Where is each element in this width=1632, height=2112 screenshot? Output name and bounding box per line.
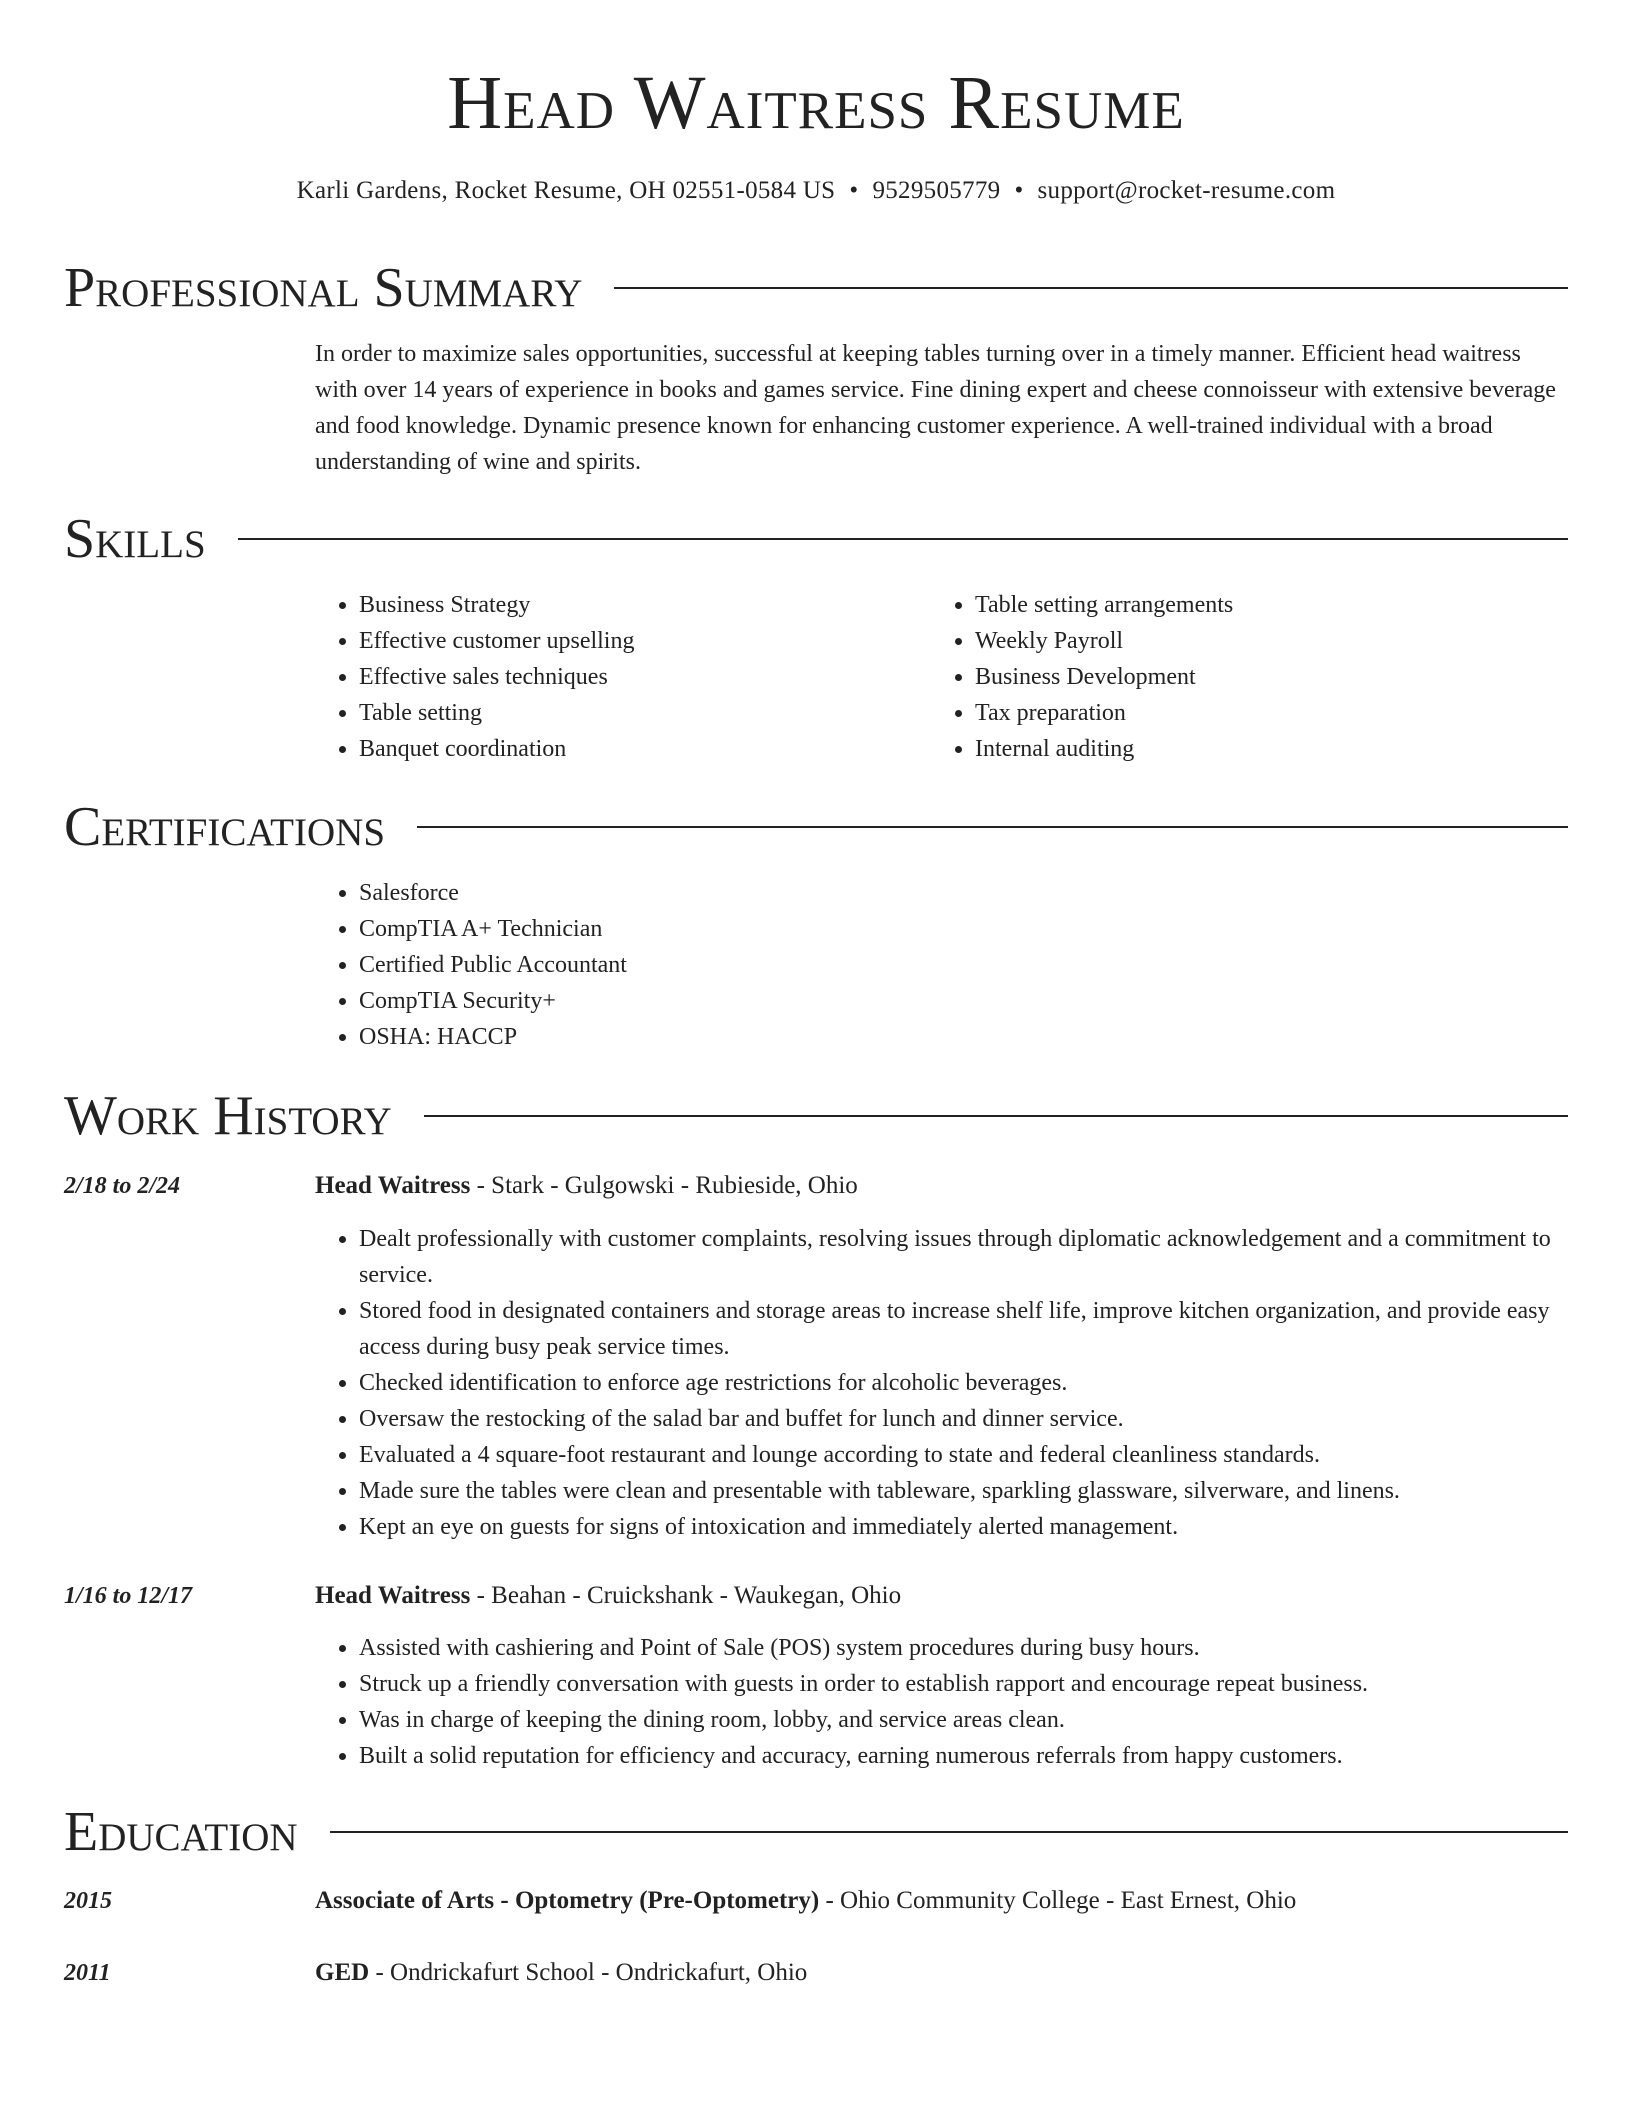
skill-item: • Tax preparation xyxy=(975,695,1547,731)
section-divider xyxy=(424,1115,1568,1117)
section-divider xyxy=(614,287,1568,289)
job-duty-item: • Oversaw the restocking of the salad bar and buffet for lunch and dinner service. xyxy=(359,1401,1568,1437)
certifications-list xyxy=(315,875,1568,1055)
education-degree: GED xyxy=(315,1959,370,1986)
certification-item: • Certified Public Accountant xyxy=(359,947,1568,983)
skill-item: • Table setting xyxy=(359,695,931,731)
education-entry xyxy=(315,1955,1568,1991)
skill-item: • Effective customer upselling xyxy=(359,623,931,659)
job-dates: 2/18 to 2/24 xyxy=(64,1173,181,1199)
job-duty-item: • Built a solid reputation for efficiency and accuracy, earning numerous referrals from happy customers. xyxy=(359,1738,1568,1774)
skill-item: • Business Strategy xyxy=(359,587,931,623)
section-title-work-history: Work History xyxy=(64,1085,392,1147)
section-title-skills: Skills xyxy=(64,508,206,570)
certification-item: • OSHA: HACCP xyxy=(359,1019,1568,1055)
section-header-education xyxy=(64,1800,1568,1864)
skill-item: • Banquet coordination xyxy=(359,731,931,767)
section-header-summary xyxy=(64,256,1568,320)
education-year: 2015 xyxy=(64,1888,112,1914)
skills-column-left xyxy=(315,587,931,767)
contact-line xyxy=(64,174,1568,208)
section-title-summary: Professional Summary xyxy=(64,257,583,319)
job-duty-item: • Assisted with cashiering and Point of Sale (POS) system procedures during busy hours. xyxy=(359,1630,1568,1666)
section-divider xyxy=(238,538,1568,540)
skill-item: • Internal auditing xyxy=(975,731,1547,767)
contact-separator: • xyxy=(849,177,859,204)
job-duty-item: • Was in charge of keeping the dining room, lobby, and service areas clean. xyxy=(359,1702,1568,1738)
contact-phone: 9529505779 xyxy=(872,177,1001,204)
contact-address: Karli Gardens, Rocket Resume, OH 02551-0584 US xyxy=(296,177,836,204)
job-title: Head Waitress xyxy=(315,1172,471,1199)
summary-text: In order to maximize sales opportunities, successful at keeping tables turning over in a timely manner. Efficient head waitress with over 14 years of experience in books and games service. Fine dining expert and cheese connoisseur with extensive beverage and food knowledge. Dynamic presence known for enhancing customer experience. A well-trained individual with a broad understanding of wine and spirits. xyxy=(315,341,1556,475)
education-year: 2011 xyxy=(64,1960,111,1986)
skills-list xyxy=(315,587,1568,767)
section-divider xyxy=(417,826,1568,828)
job-title-line xyxy=(315,1578,1568,1614)
education-degree: Associate of Arts - Optometry (Pre-Optometry) xyxy=(315,1887,820,1914)
section-title-certifications: Certifications xyxy=(64,796,386,858)
contact-separator: • xyxy=(1014,177,1024,204)
job-title: Head Waitress xyxy=(315,1582,471,1609)
section-title-education: Education xyxy=(64,1801,298,1863)
skill-item: • Effective sales techniques xyxy=(359,659,931,695)
certification-item: • CompTIA A+ Technician xyxy=(359,911,1568,947)
job-employer: - Stark - Gulgowski - Rubieside, Ohio xyxy=(470,1172,858,1199)
resume-title: Head Waitress Resume xyxy=(447,61,1185,145)
job-entry xyxy=(315,1168,1568,1545)
education-entry xyxy=(315,1883,1568,1919)
skill-item: • Business Development xyxy=(975,659,1547,695)
job-dates: 1/16 to 12/17 xyxy=(64,1583,193,1609)
section-header-certifications xyxy=(64,795,1568,859)
job-duty-item: • Made sure the tables were clean and presentable with tableware, sparkling glassware, silverware, and linens. xyxy=(359,1473,1568,1509)
section-header-skills xyxy=(64,507,1568,571)
skill-item: • Table setting arrangements xyxy=(975,587,1547,623)
section-divider xyxy=(330,1831,1568,1833)
education-school: - Ohio Community College - East Ernest, Ohio xyxy=(819,1887,1297,1914)
education-school: - Ondrickafurt School - Ondrickafurt, Ohio xyxy=(369,1959,808,1986)
certification-item: • Salesforce xyxy=(359,875,1568,911)
job-employer: - Beahan - Cruickshank - Waukegan, Ohio xyxy=(470,1582,902,1609)
job-duty-item: • Kept an eye on guests for signs of intoxication and immediately alerted management. xyxy=(359,1509,1568,1545)
job-duty-item: • Evaluated a 4 square-foot restaurant and lounge according to state and federal cleanliness standards. xyxy=(359,1437,1568,1473)
job-duty-item: • Stored food in designated containers and storage areas to increase shelf life, improve kitchen organization, and provide easy access during busy peak service times. xyxy=(359,1293,1568,1365)
certification-item: • CompTIA Security+ xyxy=(359,983,1568,1019)
section-header-work-history xyxy=(64,1084,1568,1148)
job-entry xyxy=(315,1578,1568,1774)
contact-email: support@rocket-resume.com xyxy=(1037,177,1336,204)
job-title-line xyxy=(315,1168,1568,1204)
job-duty-item: • Struck up a friendly conversation with guests in order to establish rapport and encourage repeat business. xyxy=(359,1666,1568,1702)
skills-column-right xyxy=(931,587,1547,767)
job-duty-item: • Checked identification to enforce age restrictions for alcoholic beverages. xyxy=(359,1365,1568,1401)
skill-item: • Weekly Payroll xyxy=(975,623,1547,659)
job-duty-item: • Dealt professionally with customer complaints, resolving issues through diplomatic acknowledgement and a commitment to service. xyxy=(359,1221,1568,1293)
